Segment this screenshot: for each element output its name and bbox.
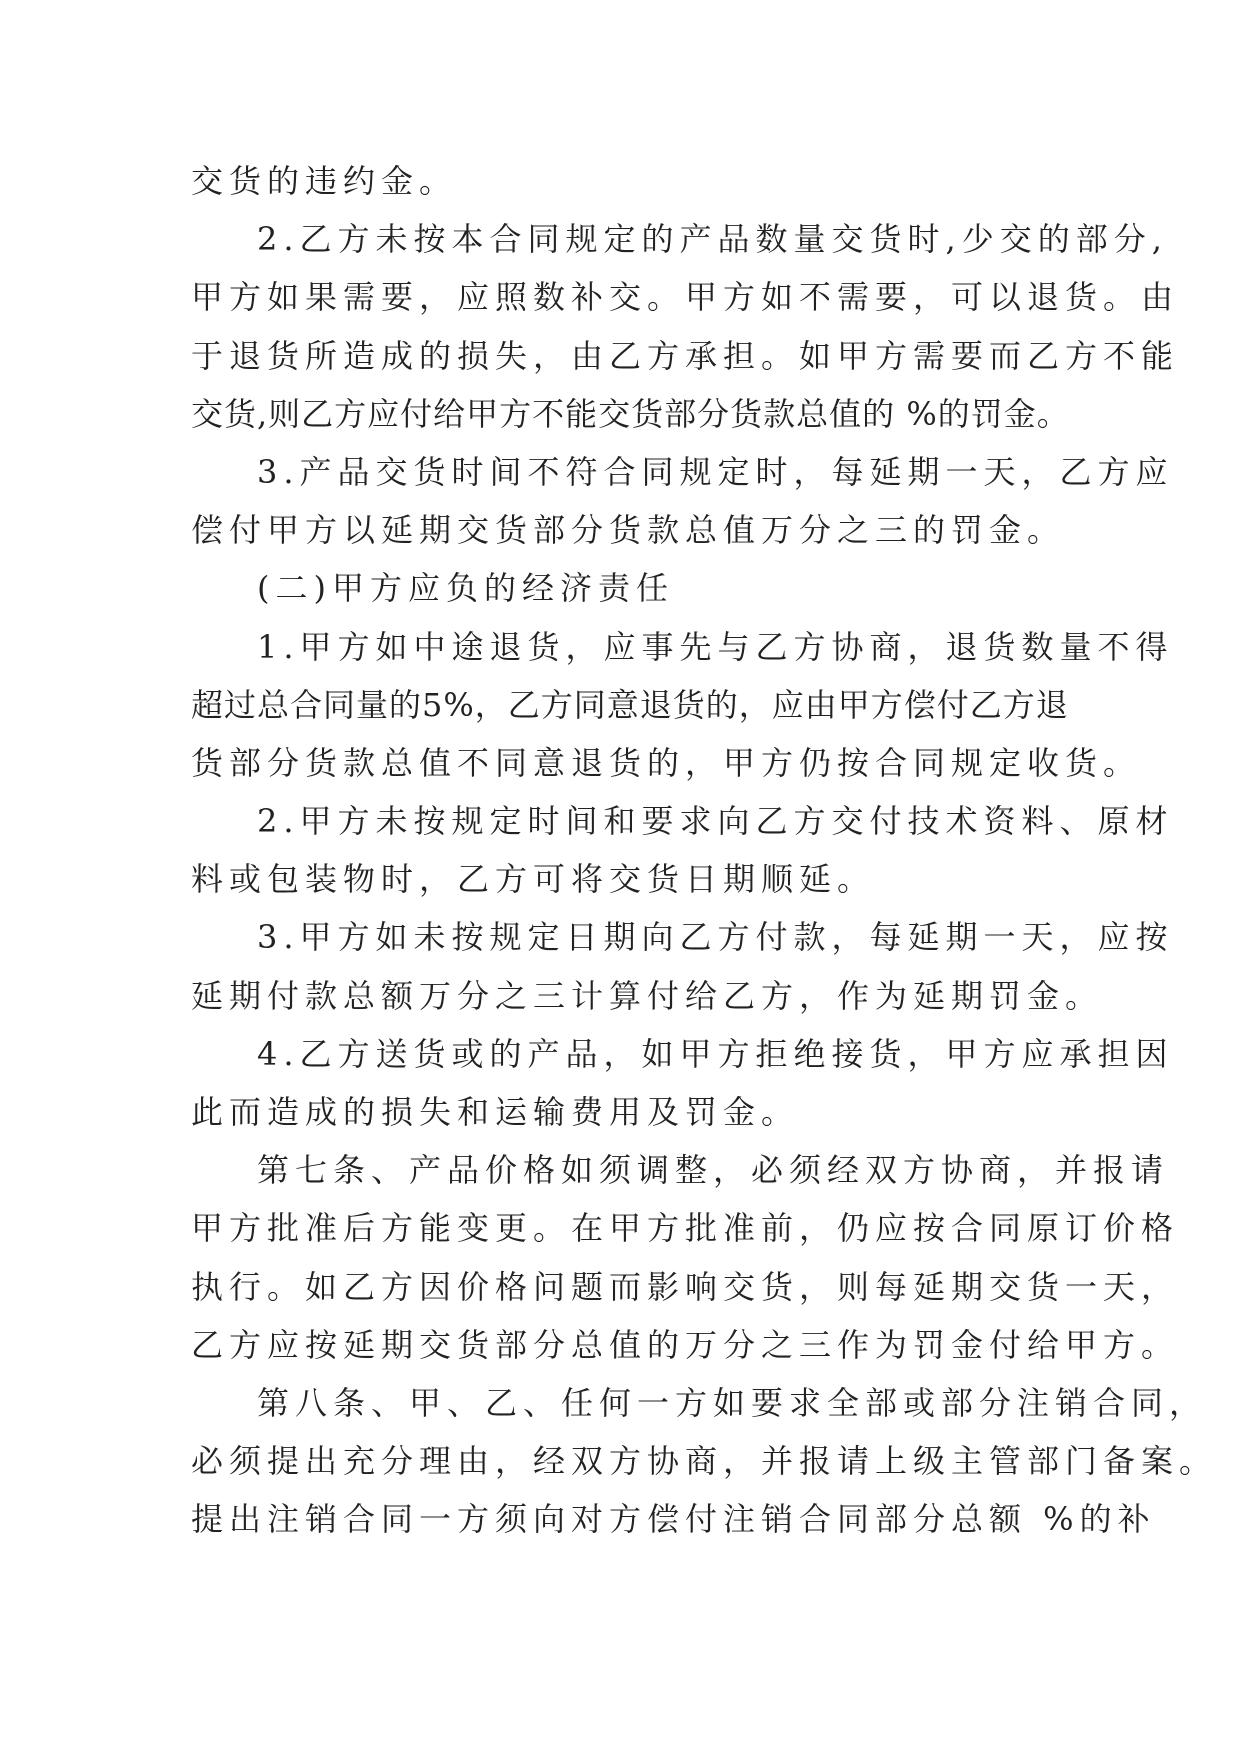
text-line: 偿付甲方以延期交货部分货款总值万分之三的罚金。 xyxy=(191,511,1066,550)
text-line: 超过总合同量的5%，乙方同意退货的，应由甲方偿付乙方退 xyxy=(191,685,1069,724)
article-seven-first-line: 第七条、产品价格如须调整，必须经双方协商，并报请 xyxy=(257,1151,1170,1190)
paragraph-first-line: 3.甲方如未按规定日期向乙方付款，每延期一天，应按 xyxy=(257,918,1174,957)
section-heading: (二)甲方应负的经济责任 xyxy=(257,569,674,608)
text-line: 交货,则乙方应付给甲方不能交货部分货款总值的 %的罚金。 xyxy=(191,394,1070,433)
text-line: 执行。如乙方因价格问题而影响交货，则每延期交货一天， xyxy=(191,1267,1180,1306)
paragraph-first-line: 1.甲方如中途退货，应事先与乙方协商，退货数量不得 xyxy=(257,627,1174,666)
paragraph-first-line: 4.乙方送货或的产品，如甲方拒绝接货，甲方应承担因 xyxy=(257,1034,1174,1073)
text-line: 甲方如果需要，应照数补交。甲方如不需要，可以退货。由 xyxy=(191,278,1180,317)
paragraph-first-line: 2.乙方未按本合同规定的产品数量交货时,少交的部分, xyxy=(257,220,1168,259)
paragraph-first-line: 2.甲方未按规定时间和要求向乙方交付技术资料、原材 xyxy=(257,802,1174,841)
text-line: 于退货所造成的损失，由乙方承担。如甲方需要而乙方不能 xyxy=(191,336,1180,375)
text-line: 此而造成的损失和运输费用及罚金。 xyxy=(191,1093,800,1131)
article-eight-first-line: 第八条、甲、乙、任何一方如要求全部或部分注销合同， xyxy=(257,1383,1208,1422)
document-body xyxy=(191,152,1218,1549)
text-line: 甲方批准后方能变更。在甲方批准前，仍应按合同原订价格 xyxy=(191,1209,1180,1248)
paragraph-first-line: 3.产品交货时间不符合同规定时，每延期一天，乙方应 xyxy=(257,452,1174,491)
text-line: 交货的违约金。 xyxy=(191,162,458,200)
text-line: 料或包装物时，乙方可将交货日期顺延。 xyxy=(191,860,876,899)
text-line: 乙方应按延期交货部分总值的万分之三作为罚金付给甲方。 xyxy=(191,1325,1180,1364)
text-line: 必须提出充分理由，经双方协商，并报请上级主管部门备案。 xyxy=(191,1442,1218,1481)
text-line: 提出注销合同一方须向对方偿付注销合同部分总额 %的补 xyxy=(191,1500,1156,1539)
text-line: 货部分货款总值不同意退货的，甲方仍按合同规定收货。 xyxy=(191,743,1142,782)
text-line: 延期付款总额万分之三计算付给乙方，作为延期罚金。 xyxy=(191,976,1104,1015)
